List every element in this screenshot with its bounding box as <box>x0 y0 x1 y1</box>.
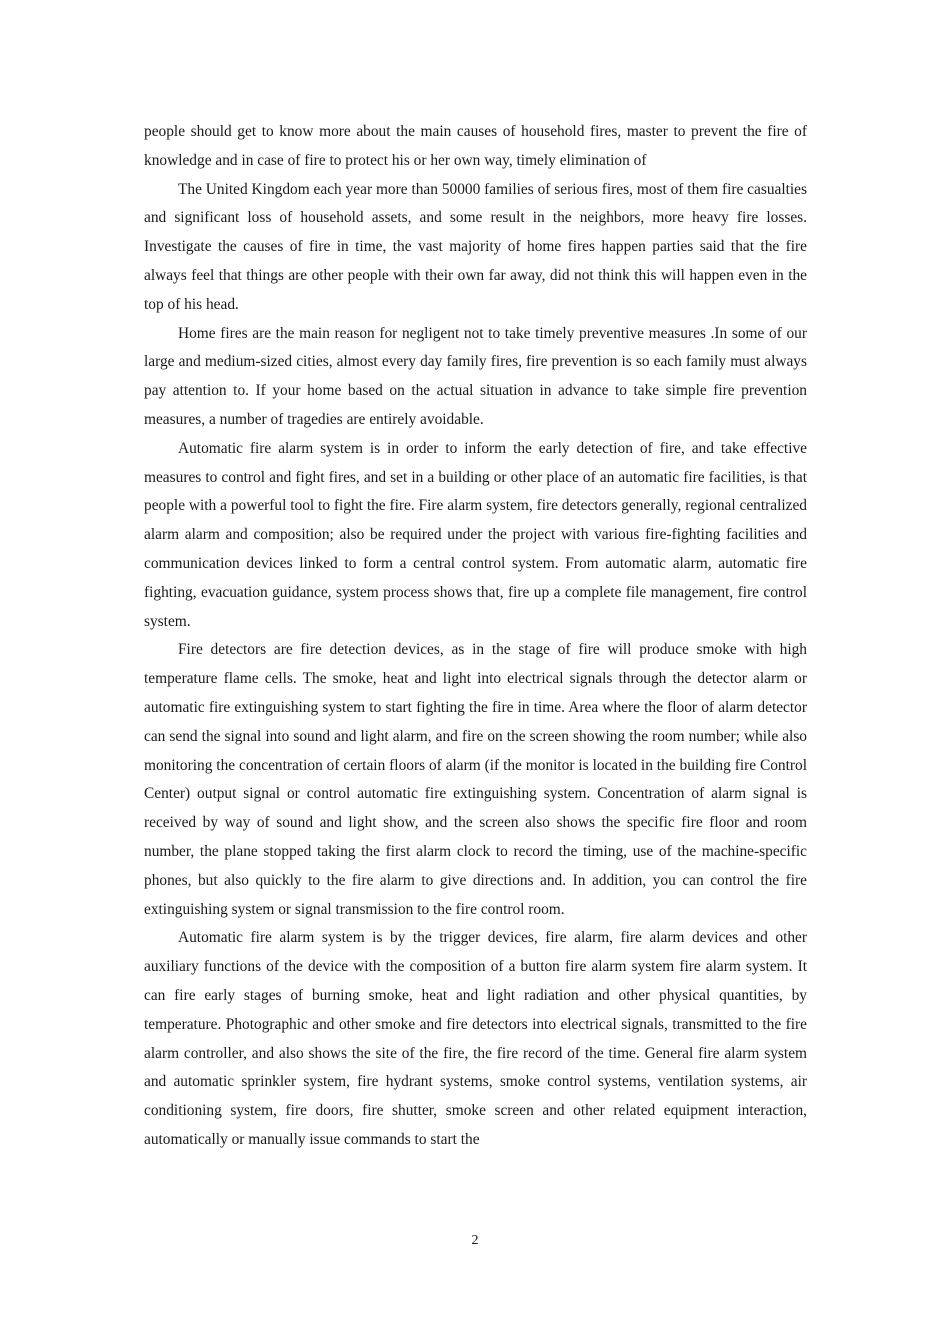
paragraph-alarm-system: Automatic fire alarm system is in order to inform the early detection of fire, and take effective measures to control and fight fires, and set in a building or other place of an automatic fire facilities, is that people with a powerful tool to fight the fire. Fire alarm system, fire detectors generally, regional centralized alarm alarm and composition; also be required under the project with various fire-fighting facilities and communication devices linked to form a central control system. From automatic alarm, automatic fire fighting, evacuation guidance, system process shows that, fire up a complete file management, fire control system. <box>144 439 807 630</box>
body-text <box>144 118 807 1155</box>
page-number: 2 <box>471 1233 479 1248</box>
paragraph-continued: people should get to know more about the main causes of household fires, master to prevent the fire of knowledge and in case of fire to protect his or her own way, timely elimination of <box>144 123 807 169</box>
paragraph-fire-detectors: Fire detectors are fire detection devices, as in the stage of fire will produce smoke with high temperature flame cells. The smoke, heat and light into electrical signals through the detector alarm or automatic fire extinguishing system to start fighting the fire in time. Area where the floor of alarm detector can send the signal into sound and light alarm, and fire on the screen showing the room number; while also monitoring the concentration of certain floors of alarm (if the monitor is located in the building fire Control Center) output signal or control automatic fire extinguishing system. Concentration of alarm signal is received by way of sound and light show, and the screen also shows the specific fire floor and room number, the plane stopped taking the first alarm clock to record the timing, use of the machine-specific phones, but also quickly to the fire alarm to give directions and. In addition, you can control the fire extinguishing system or signal transmission to the fire control room. <box>144 641 807 918</box>
paragraph-alarm-components: Automatic fire alarm system is by the trigger devices, fire alarm, fire alarm devices and other auxiliary functions of the device with the composition of a button fire alarm system fire alarm system. It can fire early stages of burning smoke, heat and light radiation and other physical quantities, by temperature. Photographic and other smoke and fire detectors into electrical signals, transmitted to the fire alarm controller, and also shows the site of the fire, the fire record of the time. General fire alarm system and automatic sprinkler system, fire hydrant systems, smoke control systems, ventilation systems, air conditioning system, fire doors, fire shutter, smoke screen and other related equipment interaction, automatically or manually issue commands to start the <box>144 929 807 1148</box>
paragraph-uk-fires: The United Kingdom each year more than 50000 families of serious fires, most of them fire casualties and significant loss of household assets, and some result in the neighbors, more heavy fire losses. Investigate the causes of fire in time, the vast majority of home fires happen parties said that the fire always feel that things are other people with their own far away, did not think this will happen even in the top of his head. <box>144 180 807 313</box>
paragraph-home-fires: Home fires are the main reason for negligent not to take timely preventive measures .In some of our large and medium-sized cities, almost every day family fires, fire prevention is so each family must always pay attention to. If your home based on the actual situation in advance to take simple fire prevention measures, a number of tragedies are entirely avoidable. <box>144 324 807 428</box>
